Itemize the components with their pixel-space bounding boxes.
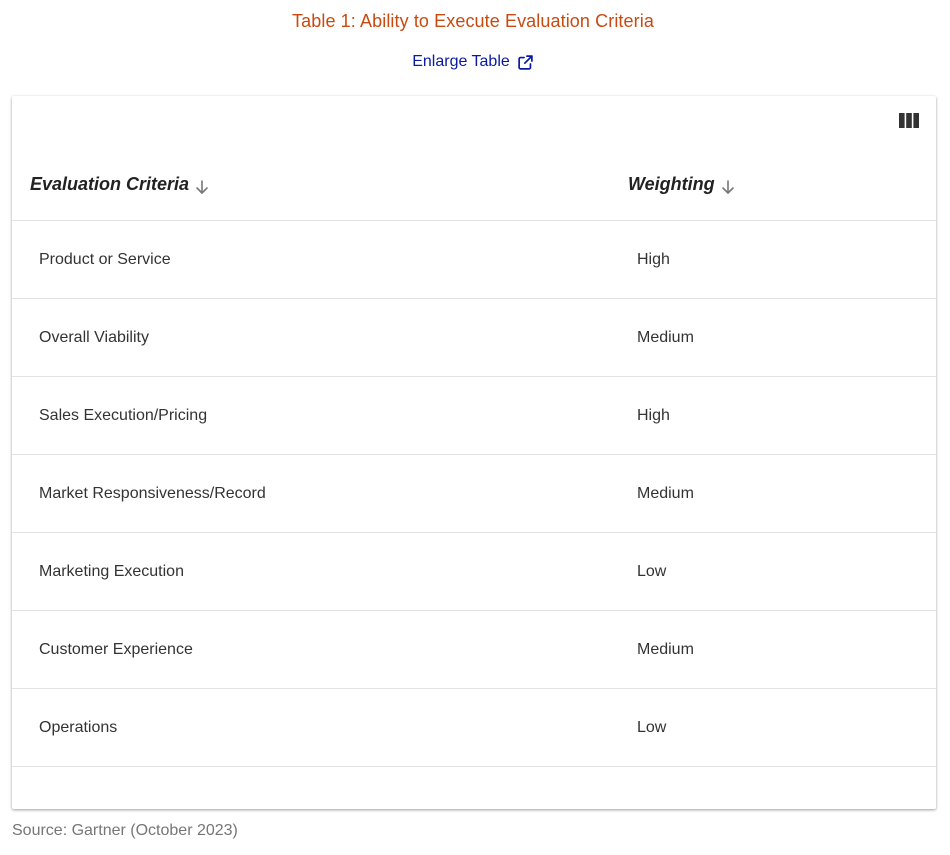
enlarge-table-label: Enlarge Table: [412, 53, 510, 70]
criteria-cell: Operations: [39, 718, 118, 736]
table-title: Table 1: Ability to Execute Evaluation Criteria: [292, 11, 654, 31]
table-row: [12, 533, 936, 611]
arrow-down-icon: [721, 173, 735, 195]
source-note: Source: Gartner (October 2023): [12, 822, 238, 839]
column-header-evaluation-criteria[interactable]: [30, 148, 209, 220]
table-row: [12, 611, 936, 689]
view-columns-button[interactable]: [898, 114, 920, 132]
column-header-weighting[interactable]: [628, 148, 735, 220]
table-row: [12, 689, 936, 767]
criteria-cell: Product or Service: [39, 250, 171, 268]
table-body: [12, 221, 936, 767]
weighting-cell: Low: [637, 562, 667, 580]
criteria-cell: Market Responsiveness/Record: [39, 484, 266, 502]
weighting-cell: Low: [637, 718, 667, 736]
weighting-cell: High: [637, 250, 670, 268]
weighting-cell: Medium: [637, 328, 694, 346]
criteria-cell: Sales Execution/Pricing: [39, 406, 208, 424]
weighting-cell: Medium: [637, 484, 694, 502]
weighting-cell: High: [637, 406, 670, 424]
column-header-label: Weighting: [628, 173, 715, 194]
table-row: [12, 299, 936, 377]
view-columns-icon: [899, 113, 919, 133]
table-header-row: [12, 148, 936, 221]
weighting-cell: Medium: [637, 640, 694, 658]
table-row: [12, 377, 936, 455]
criteria-cell: Customer Experience: [39, 640, 193, 658]
arrow-down-icon: [195, 173, 209, 195]
criteria-cell: Marketing Execution: [39, 562, 184, 580]
evaluation-criteria-table: [12, 96, 936, 809]
column-header-label: Evaluation Criteria: [30, 173, 190, 194]
table-row: [12, 455, 936, 533]
enlarge-table-link[interactable]: [0, 53, 946, 71]
external-link-icon: [517, 54, 534, 71]
table-row: [12, 221, 936, 299]
criteria-cell: Overall Viability: [39, 328, 149, 346]
